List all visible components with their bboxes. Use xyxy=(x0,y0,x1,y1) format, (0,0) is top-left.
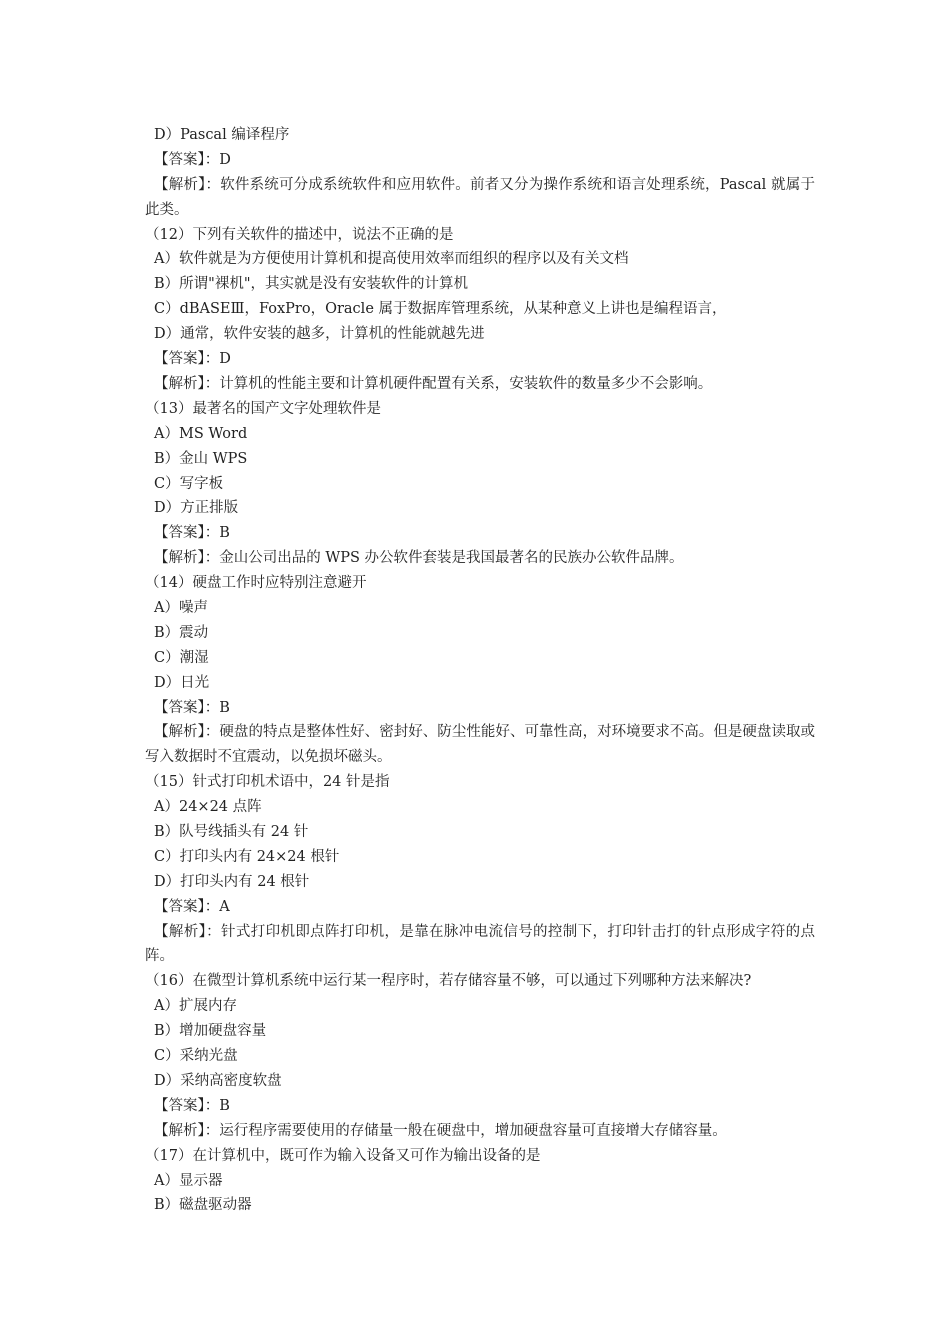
answer-line: 【答案】：A xyxy=(154,898,230,915)
option-line: D）通常，软件安装的越多，计算机的性能就越先进 xyxy=(154,326,485,343)
option-line: D）打印头内有 24 根针 xyxy=(154,873,310,890)
answer-line: 【答案】：B xyxy=(154,699,230,716)
option-line: A）软件就是为方便使用计算机和提高使用效率而组织的程序以及有关文档 xyxy=(154,251,629,268)
option-line: B）磁盘驱动器 xyxy=(154,1197,252,1214)
question-line: （17）在计算机中，既可作为输入设备又可作为输出设备的是 xyxy=(145,1147,541,1164)
option-line: C）打印头内有 24×24 根针 xyxy=(154,848,340,865)
option-line: B）金山 WPS xyxy=(154,450,248,467)
option-line: D）方正排版 xyxy=(154,500,239,517)
option-line: C）写字板 xyxy=(154,475,224,492)
question-line: （16）在微型计算机系统中运行某一程序时，若存储容量不够，可以通过下列哪种方法来解决? xyxy=(145,973,752,990)
option-line: A）显示器 xyxy=(154,1172,223,1189)
option-line: B）增加硬盘容量 xyxy=(154,1023,267,1040)
option-line: C）潮湿 xyxy=(154,649,209,666)
option-line: B）所谓"裸机"，其实就是没有安装软件的计算机 xyxy=(154,276,468,293)
option-line: A）扩展内存 xyxy=(154,998,237,1015)
explanation-line: 【解析】：针式打印机即点阵打印机，是靠在脉冲电流信号的控制下，打印针击打的针点形成字符的点阵。 xyxy=(145,923,815,965)
option-line: B）震动 xyxy=(154,624,209,641)
answer-line: 【答案】：B xyxy=(154,525,230,542)
answer-line: 【答案】：D xyxy=(154,151,231,168)
option-line: D）日光 xyxy=(154,674,210,691)
option-line: A）24×24 点阵 xyxy=(154,799,262,816)
question-line: （12）下列有关软件的描述中，说法不正确的是 xyxy=(145,226,454,243)
option-line: D）采纳高密度软盘 xyxy=(154,1072,282,1089)
question-line: （15）针式打印机术语中，24 针是指 xyxy=(145,774,390,791)
explanation-line: 【解析】：硬盘的特点是整体性好、密封好、防尘性能好、可靠性高，对环境要求不高。但是硬盘读取或写入数据时不宜震动，以免损坏磁头。 xyxy=(145,724,815,766)
answer-line: 【答案】：B xyxy=(154,1097,230,1114)
document-page xyxy=(145,123,815,1218)
option-line: C）dBASEⅢ，FoxPro，Oracle 属于数据库管理系统，从某种意义上讲也是编程语言， xyxy=(154,301,727,318)
option-line: C）采纳光盘 xyxy=(154,1048,238,1065)
explanation-line: 【解析】：金山公司出品的 WPS 办公软件套装是我国最著名的民族办公软件品牌。 xyxy=(154,550,684,567)
explanation-line: 【解析】：计算机的性能主要和计算机硬件配置有关系，安装软件的数量多少不会影响。 xyxy=(154,375,713,392)
option-line: A）MS Word xyxy=(154,425,248,442)
option-line: A）噪声 xyxy=(154,599,208,616)
explanation-line: 【解析】：软件系统可分成系统软件和应用软件。前者又分为操作系统和语言处理系统，Pascal 就属于此类。 xyxy=(145,176,815,218)
question-line: （13）最著名的国产文字处理软件是 xyxy=(145,400,381,417)
answer-line: 【答案】：D xyxy=(154,351,231,368)
question-line: （14）硬盘工作时应特别注意避开 xyxy=(145,575,367,592)
option-line: D）Pascal 编译程序 xyxy=(154,127,290,143)
option-line: B）队号线插头有 24 针 xyxy=(154,824,309,840)
explanation-line: 【解析】：运行程序需要使用的存储量一般在硬盘中，增加硬盘容量可直接增大存储容量。 xyxy=(154,1122,727,1139)
